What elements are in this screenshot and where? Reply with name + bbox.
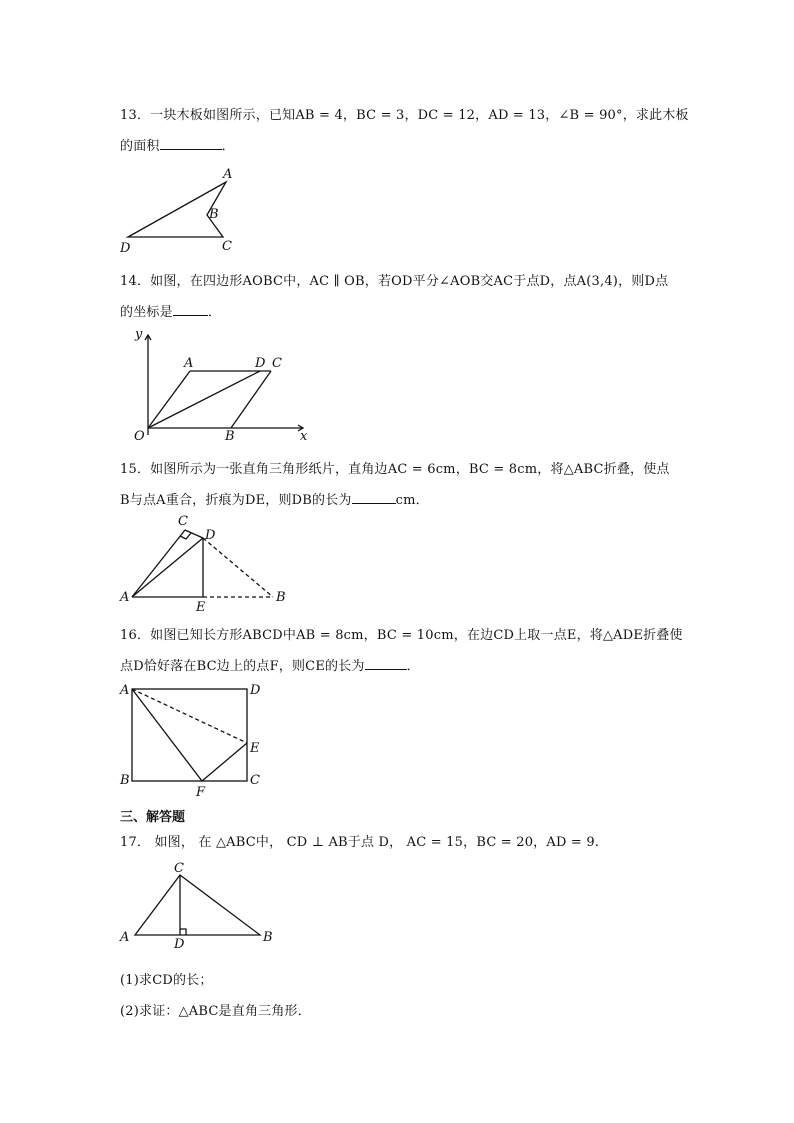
p17-line1: 17． 如图， 在 △ABC中， CD ⊥ AB于点 D， AC = 15，BC = 20，AD = 9. bbox=[120, 835, 600, 850]
p17-label-c: C bbox=[174, 861, 184, 876]
p13-label-c: C bbox=[222, 239, 232, 254]
p15-line2 bbox=[120, 489, 429, 508]
p16-line2-end: ． bbox=[406, 659, 420, 674]
p16-label-d: D bbox=[250, 683, 261, 698]
p17-label-b: B bbox=[263, 930, 273, 945]
p16-label-e: E bbox=[250, 741, 260, 756]
p15-label-b: B bbox=[276, 590, 286, 605]
p17-figure bbox=[118, 856, 283, 951]
p14-line2-end: ． bbox=[207, 305, 222, 320]
p14-label-b: B bbox=[225, 429, 235, 444]
p13-label-a: A bbox=[223, 167, 233, 182]
p15-figure bbox=[118, 510, 298, 615]
p16-segment-fe bbox=[202, 743, 247, 781]
p17-question-2: (2)求证：△ABC是直角三角形． bbox=[120, 1004, 311, 1019]
p14-label-c: C bbox=[272, 356, 282, 371]
p17-right-angle-mark bbox=[180, 929, 186, 935]
p14-line1: 14．如图，在四边形AOBC中，AC ∥ OB，若OD平分∠AOB交AC于点D，点A(3,4)，则D点 bbox=[120, 274, 669, 289]
p14-segment-cb bbox=[231, 371, 271, 428]
p15-answer-blank bbox=[352, 491, 396, 504]
p15-label-c: C bbox=[178, 514, 188, 529]
p17-label-d: D bbox=[174, 937, 185, 952]
p15-dashed-db bbox=[203, 538, 273, 597]
p14-label-y: y bbox=[135, 327, 143, 342]
p16-line2 bbox=[120, 655, 420, 674]
p17-label-a: A bbox=[120, 930, 130, 945]
p15-side-ac bbox=[132, 530, 185, 597]
p16-label-f: F bbox=[196, 785, 206, 800]
p13-answer-blank bbox=[160, 137, 222, 150]
p15-line1: 15．如图所示为一张直角三角形纸片，直角边AC = 6cm，BC = 8cm，将△ABC折叠，使点 bbox=[120, 462, 670, 477]
p15-line2-text: B与点A重合，折痕为DE，则DB的长为 bbox=[120, 493, 352, 508]
p14-label-d: D bbox=[255, 356, 266, 371]
p14-line2-text: 的坐标是 bbox=[120, 305, 173, 320]
p13-label-b: B bbox=[209, 207, 219, 222]
p16-answer-blank bbox=[365, 657, 407, 670]
p16-label-c: C bbox=[250, 773, 260, 788]
p14-figure bbox=[118, 325, 318, 445]
p13-line2 bbox=[120, 135, 235, 154]
p14-label-a: A bbox=[184, 356, 194, 371]
p14-label-x: x bbox=[300, 429, 308, 444]
p17-question-1: (1)求CD的长； bbox=[120, 973, 213, 988]
p15-line2-end: cm． bbox=[395, 493, 429, 508]
p13-line2-end: ． bbox=[221, 139, 235, 154]
p15-label-a: A bbox=[120, 590, 130, 605]
p13-line2-text: 的面积 bbox=[120, 139, 160, 154]
p13-figure bbox=[118, 164, 248, 254]
p14-segment-oa bbox=[148, 371, 190, 428]
p16-dashed-ae bbox=[132, 689, 247, 743]
p15-label-e: E bbox=[196, 600, 206, 615]
p15-label-d: D bbox=[205, 528, 216, 543]
p13-label-d: D bbox=[120, 241, 131, 256]
p15-segment-ad bbox=[132, 538, 203, 597]
p16-label-a: A bbox=[120, 683, 130, 698]
p14-answer-blank bbox=[173, 303, 208, 316]
p17-triangle bbox=[135, 875, 260, 935]
p16-line2-text: 点D恰好落在BC边上的点F，则CE的长为 bbox=[120, 659, 365, 674]
p16-figure bbox=[118, 680, 273, 800]
p14-line2 bbox=[120, 301, 221, 320]
p14-segment-od bbox=[148, 371, 260, 428]
section-heading-solutions: 三、解答题 bbox=[120, 810, 186, 825]
p16-line1: 16．如图已知长方形ABCD中AB = 8cm，BC = 10cm，在边CD上取一点E，将△ADE折叠使 bbox=[120, 628, 683, 643]
p16-label-b: B bbox=[120, 773, 130, 788]
p14-label-o: O bbox=[134, 429, 145, 444]
p16-segment-af bbox=[132, 689, 202, 781]
p13-line1: 13．一块木板如图所示，已知AB = 4，BC = 3，DC = 12，AD = 13，∠B = 90°，求此木板 bbox=[120, 108, 689, 123]
